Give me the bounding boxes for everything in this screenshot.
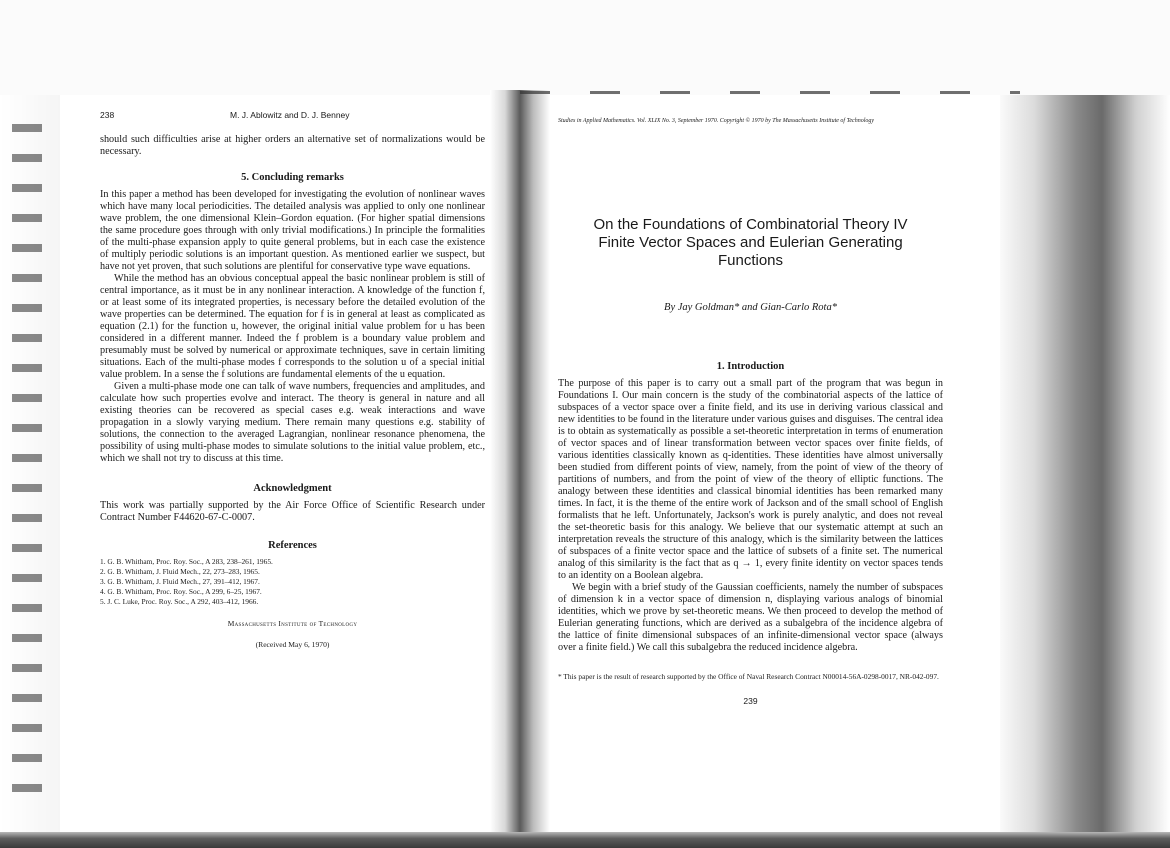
title-line: Finite Vector Spaces and Eulerian Generating [598, 234, 903, 251]
left-page [100, 110, 485, 649]
footnote: * This paper is the result of research supported by the Office of Naval Research Contract N00014-56A-0298-0017, NR-042-097. [558, 672, 939, 681]
scan-top-margin [0, 0, 1170, 95]
paragraph: We begin with a brief study of the Gaussian coefficients, namely the number of subspaces of dimension k in a vector space of dimension n, displaying various analogs of binomial identities, which we prove by set-theoretic means. We then proceed to develop the method of Eulerian generating functions, which are derived as a subalgebra of the incidence algebra of the lattice of finite dimensional subspaces of an infinite-dimensional vector space (always over a finite field.) We call this subalgebra the reduced incidence algebra. [558, 582, 943, 653]
reference-item: 4. G. B. Whitham, Proc. Roy. Soc., A 299, 6–25, 1967. [100, 587, 262, 596]
title-line: On the Foundations of Combinatorial Theory IV [593, 216, 908, 233]
title-line: Functions [717, 252, 784, 269]
acknowledgment-text: This work was partially supported by the Air Force Office of Scientific Research under Contract Number F44620-67-C-0007. [100, 500, 485, 523]
reference-item: 1. G. B. Whitham, Proc. Roy. Soc., A 283, 238–261, 1965. [100, 557, 273, 566]
reference-item: 5. J. C. Luke, Proc. Roy. Soc., A 292, 403–412, 1966. [100, 597, 259, 606]
byline: By Jay Goldman* and Gian-Carlo Rota* [664, 302, 837, 313]
right-page [558, 118, 943, 706]
reference-item: 3. G. B. Whitham, J. Fluid Mech., 27, 391–412, 1967. [100, 577, 260, 586]
paragraph: Given a multi-phase mode one can talk of wave numbers, frequencies and amplitudes, and calculate how such properties evolve and interact. The theory is general in nature and all existing theories can be recovered as special cases e.g. weak interactions and wave propagation in a slowly varying medium. There remain many questions e.g. stability of solutions, the connection to the averaged Lagrangian, nonlinear resonance phenomena, the possibility of using multi-phase modes to simulate solutions to the initial value problem, etc., which we shall not try to discuss at this time. [100, 381, 485, 464]
paragraph: While the method has an obvious conceptual appeal the basic nonlinear problem is still of central importance, as it must be in any nonlinear interaction. A knowledge of the function f, or at least some of its integrated properties, is necessary before the detailed evolution of the wave properties can be determined. The equation for f is in general at least as complicated as equation (2.1) for the function u, however, the original initial value problem for u has been considered in a different manner. Indeed the f problem is a boundary value problem and presumably must be solved by numerical or approximate techniques, save in certain limiting situations. Each of the multi-phase modes f corresponds to the solution u of a special initial value problem. In a sense the f solutions are fundamental elements of the u equation. [100, 273, 485, 380]
journal-citation: Studies in Applied Mathematics. Vol. XLIX No. 3, September 1970. Copyright © 1970 by The Massachusetts Institute of Technology [558, 118, 875, 124]
scan-bottom-shadow [0, 832, 1170, 848]
scan-top-rule [520, 91, 1020, 94]
section-title: 5. Concluding remarks [241, 172, 344, 183]
opening-text: should such difficulties arise at higher orders an alternative set of normalizations would be necessary. [100, 134, 485, 157]
references-list [100, 557, 485, 607]
page-number: 238 [100, 110, 115, 120]
scan-right-edge [1000, 95, 1170, 832]
affiliation: Massachusetts Institute of Technology [227, 619, 358, 628]
page-number: 239 [743, 696, 758, 706]
running-header [100, 110, 485, 120]
paragraph: In this paper a method has been developed for investigating the evolution of nonlinear waves which have many local periodicities. The detailed analysis was applied to only one nonlinear wave problem, the one dimensional Klein–Gordon equation. (For higher spatial dimensions the same procedure goes through with only trivial modifications.) In principle the formalities of the multi-phase expansion apply to quite general problems, but in each case the existence of multiply periodic solutions is an important question. As mentioned earlier we suspect, but have not yet proven, that such solutions are plentiful for conservative type wave equations. [100, 189, 485, 272]
paper-title [558, 216, 943, 270]
running-head-authors: M. J. Ablowitz and D. J. Benney [230, 110, 350, 120]
book-gutter-shadow [490, 90, 550, 832]
references-title: References [268, 540, 317, 551]
paragraph: The purpose of this paper is to carry out a small part of the program that was begun in Foundations I. Our main concern is the study of the combinatorial aspects of the lattice of subspaces of a vector space over a finite field, and its use in deriving various classical and new identities to be found in the literature under various guises and disguises. The central idea is to obtain as systematically as possible a set-theoretic interpretation in terms of enumeration of vector spaces and of linear transformation between vector spaces over finite fields, of various identities classically known as q-identities. These identities have almost universally been studied from different points of view, namely, from the point of view of the theory of partitions of numbers, and from the point of view of the theory of elliptic functions. The analogy between these identities and classical binomial identities has been remarked many times. In fact, it is the theme of the entire work of Jackson and of the small school of English formalists that he left. Unfortunately, Jackson's work is purely analytic, and does not reveal the set-theoretic basis for this analogy. We believe that our systematic attempt at such an interpretation reveals the structure of this analogy, which is the similarity between the lattices of subspaces of a finite vector space and the lattice of subsets of a finite set. The numerical analog of this similarity is the fact that as q → 1, every finite identity on vector spaces tends to an identity on a Boolean algebra. [558, 378, 943, 581]
section-title: 1. Introduction [716, 361, 785, 372]
received-date: (Received May 6, 1970) [255, 640, 330, 649]
acknowledgment-title: Acknowledgment [253, 483, 332, 494]
scan-left-marks [12, 110, 42, 810]
reference-item: 2. G. B. Whitham, J. Fluid Mech., 22, 273–283, 1965. [100, 567, 260, 576]
